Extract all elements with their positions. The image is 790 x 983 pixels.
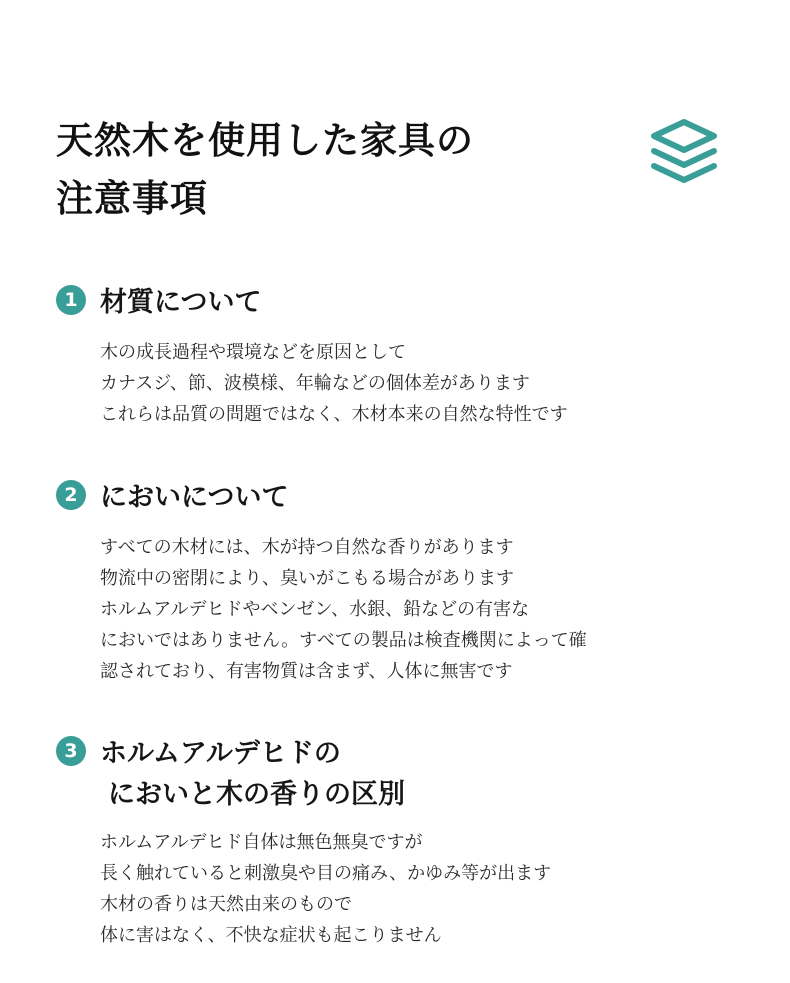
section-title-line: ホルムアルデヒドの bbox=[100, 738, 341, 769]
section-title-line: 材質について bbox=[100, 287, 262, 318]
section-title bbox=[100, 477, 288, 518]
section-heading bbox=[56, 477, 756, 518]
body-line: すべての木材には、木が持つ自然な香りがあります bbox=[100, 537, 514, 558]
section-body bbox=[56, 337, 756, 430]
body-line: においではありません。すべての製品は検査機関によって確 bbox=[100, 630, 587, 651]
page-title-line-2: 注意事項 bbox=[56, 177, 208, 220]
number-badge: 3 bbox=[56, 736, 86, 766]
body-line: ホルムアルデヒド自体は無色無臭ですが bbox=[100, 832, 423, 853]
section-title-line: においについて bbox=[100, 482, 289, 513]
section-title-line: においと木の香りの区別 bbox=[108, 779, 405, 810]
body-line: 長く触れていると刺激臭や目の痛み、かゆみ等が出ます bbox=[100, 863, 552, 884]
body-line: ホルムアルデヒドやベンゼン、水銀、鉛などの有害な bbox=[100, 599, 530, 620]
section-title bbox=[100, 282, 261, 323]
section-material bbox=[56, 282, 756, 430]
body-line: これらは品質の問題ではなく、木材本来の自然な特性です bbox=[100, 404, 568, 425]
page-title bbox=[56, 112, 474, 228]
body-line: 認されており、有害物質は含まず、人体に無害です bbox=[100, 661, 513, 682]
body-line: 体に害はなく、不快な症状も起こりません bbox=[100, 925, 442, 946]
number-badge: 1 bbox=[56, 285, 86, 315]
section-heading bbox=[56, 282, 756, 323]
section-body bbox=[56, 827, 756, 951]
body-line: カナスジ、節、波模様、年輪などの個体差があります bbox=[100, 373, 530, 394]
section-title bbox=[100, 733, 405, 815]
section-body bbox=[56, 532, 756, 687]
section-formaldehyde bbox=[56, 733, 756, 951]
layers-icon bbox=[648, 116, 720, 192]
number-badge: 2 bbox=[56, 480, 86, 510]
section-smell bbox=[56, 477, 756, 687]
section-heading bbox=[56, 733, 756, 815]
body-line: 木の成長過程や環境などを原因として bbox=[100, 342, 406, 363]
body-line: 物流中の密閉により、臭いがこもる場合があります bbox=[100, 568, 514, 589]
page-title-line-1: 天然木を使用した家具の bbox=[56, 119, 474, 162]
body-line: 木材の香りは天然由来のもので bbox=[100, 894, 352, 915]
